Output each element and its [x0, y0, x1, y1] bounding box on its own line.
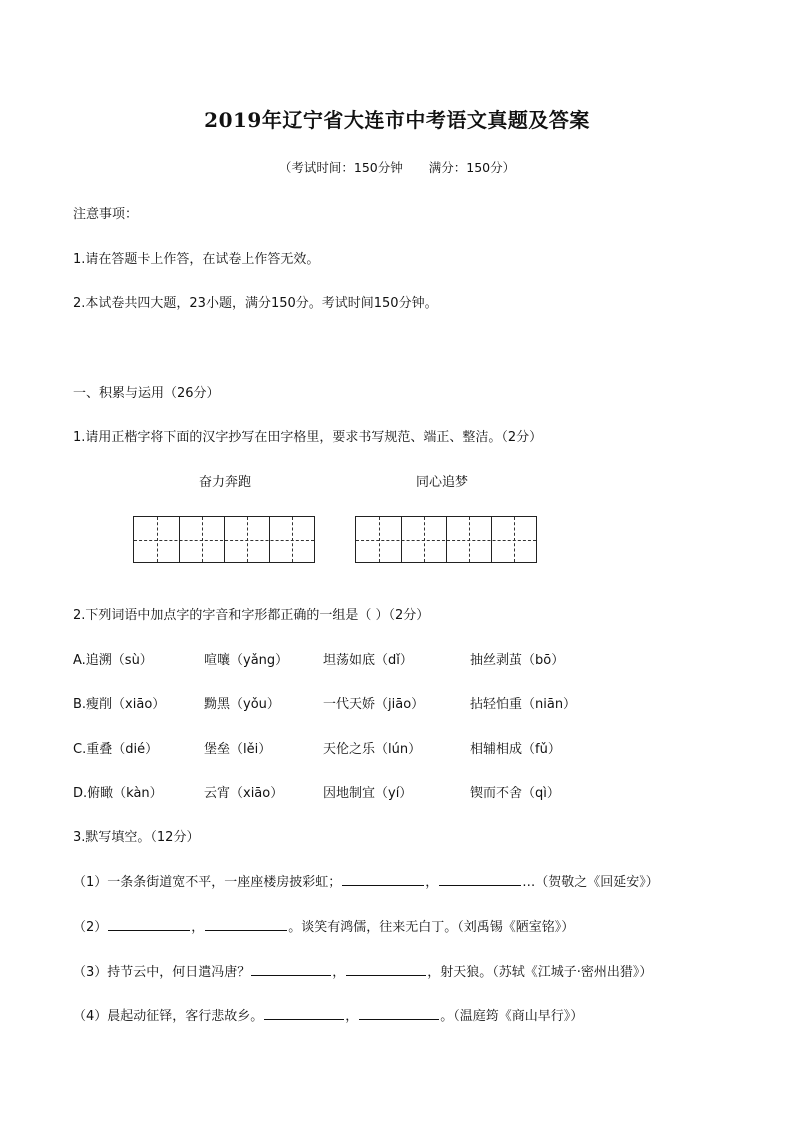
option-d-3: 因地制宜（yí） [323, 786, 413, 801]
fill-item-3-pre: （3）持节云中，何日遣冯唐？ [73, 965, 251, 980]
page-title: 2019年辽宁省大连市中考语文真题及答案 [204, 108, 590, 132]
fill-item-3-mid: ， [332, 965, 346, 980]
section-heading: 一、积累与运用（26分） [73, 386, 220, 401]
answer-blank[interactable] [346, 963, 426, 976]
question-2-prompt: 2.下列词语中加点字的字音和字形都正确的一组是（ ）（2分） [73, 608, 430, 623]
option-d-4: 锲而不舍（qì） [470, 786, 560, 801]
question-1-prompt: 1.请用正楷字将下面的汉字抄写在田字格里，要求书写规范、端正、整洁。（2分） [73, 430, 543, 445]
copy-word-1: 奋力奔跑 [199, 475, 252, 490]
option-d-2: 云宵（xiāo） [204, 786, 284, 801]
option-a-4: 抽丝剥茧（bō） [470, 653, 565, 668]
exam-time: （考试时间：150分钟 [278, 160, 403, 175]
option-b-3: 一代天娇（jiāo） [323, 697, 425, 712]
option-a-3: 坦荡如底（dǐ） [323, 653, 413, 668]
answer-blank[interactable] [439, 873, 521, 886]
exam-score: 满分：150分） [428, 160, 516, 175]
option-b-1[interactable]: B.瘦削（xiāo） [73, 697, 166, 712]
option-c-2: 堡垒（lěi） [204, 742, 272, 757]
fill-item-2-post: 。谈笑有鸿儒，往来无白丁。（刘禹锡《陋室铭》） [288, 920, 575, 935]
option-c-3: 天伦之乐（lún） [323, 742, 422, 757]
fill-item-1 [73, 871, 659, 890]
notice-heading: 注意事项： [73, 207, 139, 222]
option-b-2: 黝黑（yǒu） [204, 697, 280, 712]
option-b-4: 拈轻怕重（niān） [470, 697, 577, 712]
answer-blank[interactable] [264, 1007, 344, 1020]
fill-item-1-pre: （1）一条条街道宽不平，一座座楼房披彩虹； [73, 875, 342, 890]
notice-item-1: 1.请在答题卡上作答，在试卷上作答无效。 [73, 252, 320, 267]
option-c-4: 相辅相成（fǔ） [470, 742, 561, 757]
fill-item-2 [73, 916, 574, 935]
fill-item-1-mid: ， [425, 875, 439, 890]
answer-blank[interactable] [359, 1007, 439, 1020]
fill-item-3 [73, 961, 652, 980]
answer-blank[interactable] [342, 873, 424, 886]
answer-blank[interactable] [251, 963, 331, 976]
fill-item-3-post: ，射天狼。（苏轼《江城子·密州出猎》） [427, 965, 653, 980]
exam-info [0, 158, 794, 176]
option-a-1[interactable]: A.追溯（sù） [73, 653, 153, 668]
tianzige-grid-2[interactable] [355, 516, 537, 563]
fill-item-4-mid: ， [345, 1009, 359, 1024]
question-3-prompt: 3.默写填空。（12分） [73, 830, 200, 845]
tianzige-grid-1[interactable] [133, 516, 315, 563]
answer-blank[interactable] [108, 918, 190, 931]
fill-item-4 [73, 1005, 583, 1024]
answer-blank[interactable] [205, 918, 287, 931]
option-c-1[interactable]: C.重叠（dié） [73, 742, 159, 757]
fill-item-2-pre: （2） [73, 920, 108, 935]
notice-item-2: 2.本试卷共四大题，23小题，满分150分。考试时间150分钟。 [73, 296, 438, 311]
option-a-2: 喧嚷（yǎng） [204, 653, 289, 668]
option-d-1[interactable]: D.俯瞰（kàn） [73, 786, 163, 801]
fill-item-4-post: 。（温庭筠《商山早行》） [440, 1009, 584, 1024]
fill-item-4-pre: （4）晨起动征铎，客行悲故乡。 [73, 1009, 264, 1024]
fill-item-1-post: …（贺敬之《回延安》） [522, 875, 659, 890]
copy-word-2: 同心追梦 [416, 475, 469, 490]
fill-item-2-mid: ， [191, 920, 205, 935]
